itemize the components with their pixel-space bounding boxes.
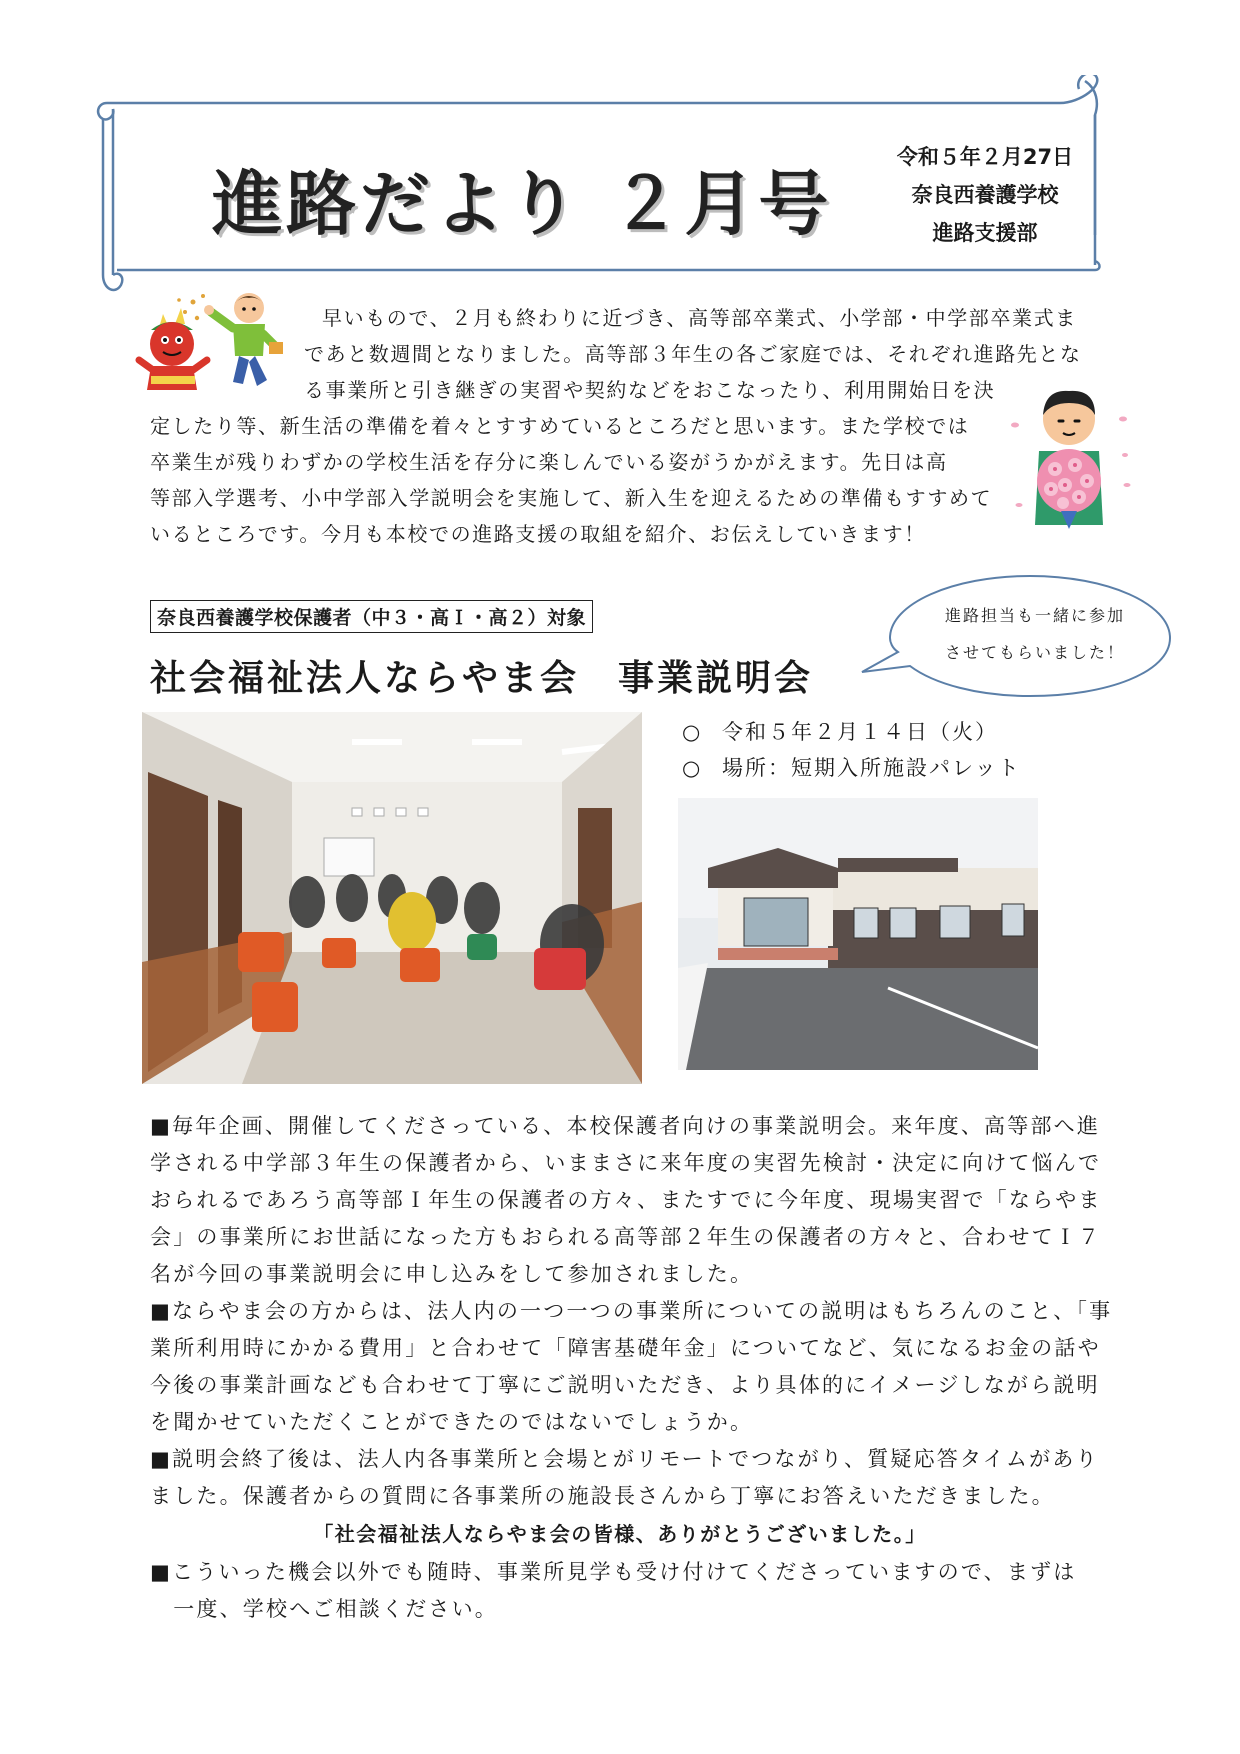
boy-with-flowers-illustration: [1005, 385, 1135, 535]
body-line-3: おられるであろう高等部Ｉ年生の保護者の方々、またすでに今年度、現場実習で「ならやま: [150, 1188, 1102, 1212]
school-name: 奈良西養護学校: [911, 183, 1059, 207]
bullet-circle-icon: ○: [682, 756, 703, 780]
intro-line-1: 早いもので、２月も終わりに近づき、高等部卒業式、小学部・中学部卒業式ま: [322, 306, 1077, 330]
body-line-1: ■毎年企画、開催してくださっている、本校保護者向けの事業説明会。来年度、高等部へ進: [150, 1114, 1101, 1138]
department-name: 進路支援部: [932, 221, 1038, 245]
setsubun-oni-illustration: [135, 290, 295, 405]
body-line-11: ました。保護者からの質問に各事業所の施設長さんから丁寧にお答えいただきました。: [150, 1484, 1055, 1508]
event-date-line: [682, 716, 998, 746]
intro-line-3: る事業所と引き継ぎの実習や契約などをおこなったり、利用開始日を決: [304, 378, 996, 402]
bubble-line-2: させてもらいました！: [944, 643, 1125, 662]
body-line-7: 業所利用時にかかる費用」と合わせて「障害基礎年金」についてなど、気になるお金の話や: [150, 1336, 1101, 1360]
intro-line-4: 定したり等、新生活の準備を着々とすすめているところだと思います。また学校では: [150, 414, 970, 438]
issue-date: 令和５年２月27日: [896, 145, 1074, 169]
body-line-2: 学される中学部３年生の保護者から、いままさに来年度の実習先検討・決定に向けて悩んで: [150, 1151, 1102, 1175]
body-line-6: ■ならやま会の方からは、法人内の一つ一つの事業所についての説明はもちろんのこと、「事: [150, 1299, 1113, 1323]
intro-line-7: いるところです。今月も本校での進路支援の取組を紹介、お伝えしていきます！: [150, 522, 926, 546]
intro-line-5: 卒業生が残りわずかの学校生活を存分に楽しんでいる姿がうかがえます。先日は高: [150, 450, 948, 474]
body-line-10: ■説明会終了後は、法人内各事業所と会場とがリモートでつながり、質疑応答タイムがあり: [150, 1447, 1099, 1471]
bullet-circle-icon: ○: [682, 720, 703, 744]
closing-line-1: ■こういった機会以外でも随時、事業所見学も受け付けてくださっていますので、まずは: [150, 1560, 1077, 1584]
seminar-room-photo: [142, 712, 642, 1084]
intro-line-2: であと数週間となりました。高等部３年生の各ご家庭では、それぞれ進路先とな: [304, 342, 1082, 366]
body-line-9: を聞かせていただくことができたのではないでしょうか。: [150, 1410, 754, 1434]
target-audience-label: 奈良西養護学校保護者（中３・高Ｉ・高２）対象: [150, 600, 593, 633]
event-place: 場所：短期入所施設パレット: [722, 756, 1021, 780]
section-title: 社会福祉法人ならやま会 事業説明会: [150, 658, 814, 699]
speech-bubble: [858, 568, 1178, 708]
event-place-line: [682, 752, 1021, 782]
facility-exterior-photo: [678, 798, 1038, 1070]
body-line-4: 会」の事業所にお世話になった方もおられる高等部２年生の保護者の方々と、合わせてＩ７: [150, 1225, 1102, 1249]
closing-line-2: 一度、学校へご相談ください。: [150, 1597, 498, 1621]
body-line-5: 名が今回の事業説明会に申し込みをして参加されました。: [150, 1262, 754, 1286]
bubble-line-1: 進路担当も一緒に参加: [944, 606, 1125, 625]
newsletter-title: 進路だより ２月号: [212, 163, 833, 245]
header-info: [880, 138, 1090, 252]
event-date: 令和５年２月１４日（火）: [722, 720, 998, 744]
thanks-message: 「社会福祉法人ならやま会の皆様、ありがとうございました。」: [313, 1522, 927, 1546]
body-line-8: 今後の事業計画なども合わせて丁寧にご説明いただき、より具体的にイメージしながら説明: [150, 1373, 1100, 1397]
intro-line-6: 等部入学選考、小中学部入学説明会を実施して、新入生を迎えるための準備もすすめて: [150, 486, 993, 510]
